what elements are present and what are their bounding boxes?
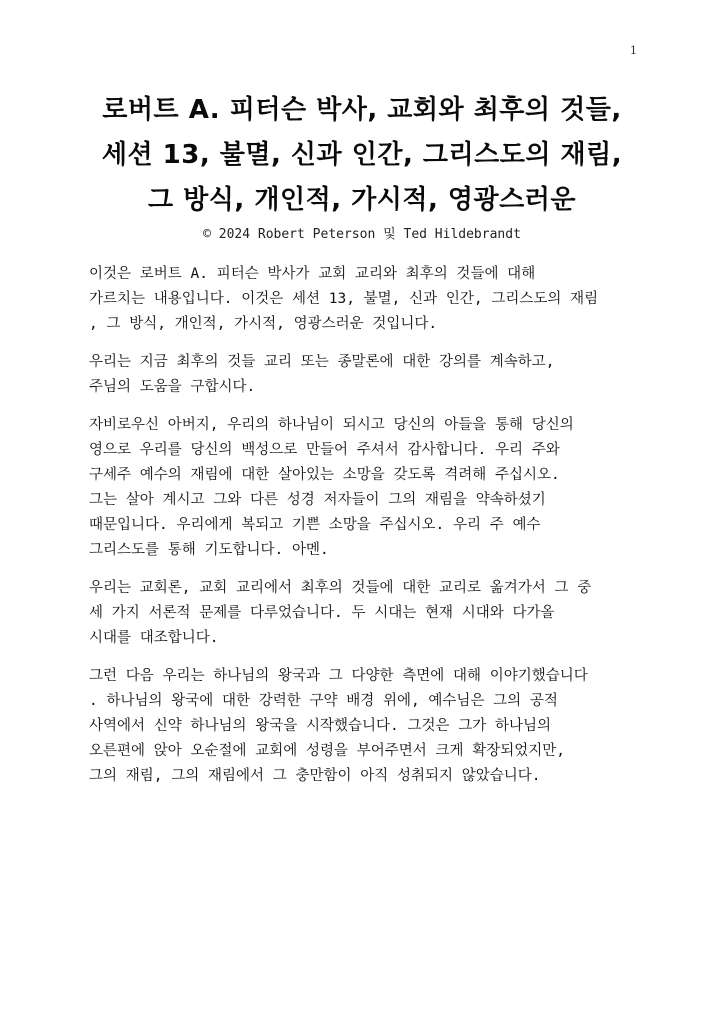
paragraph-prayer (89, 413, 649, 563)
paragraph-intro (89, 262, 649, 337)
paragraph-two-ages (89, 576, 649, 651)
text-line: 오른편에 앉아 오순절에 교회에 성령을 부어주면서 크게 확장되었지만, (89, 743, 566, 759)
paragraph-kingdom (89, 664, 649, 789)
text-line: 시대를 대조합니다. (89, 630, 219, 646)
page-number: 1 (630, 44, 637, 57)
title-line: 세션 13, 불멸, 신과 인간, 그리스도의 재림, (101, 140, 623, 170)
text-line: 가르치는 내용입니다. 이것은 세션 13, 불멸, 신과 인간, 그리스도의 재림 (89, 291, 599, 307)
text-line: 때문입니다. 우리에게 복되고 기쁜 소망을 주십시오. 우리 주 예수 (89, 517, 541, 533)
text-line: 자비로우신 아버지, 우리의 하나님이 되시고 당신의 아들을 통해 당신의 (89, 417, 574, 433)
text-line: 그리스도를 통해 기도합니다. 아멘. (89, 542, 329, 558)
text-line: 구세주 예수의 재림에 대한 살아있는 소망을 갖도록 격려해 주십시오. (89, 467, 560, 483)
text-line: 그런 다음 우리는 하나님의 왕국과 그 다양한 측면에 대해 이야기했습니다 (89, 668, 588, 684)
text-line: 그는 살아 계시고 그와 다른 성경 저자들이 그의 재림을 약속하셨기 (89, 492, 546, 508)
copyright-notice: © 2024 Robert Peterson 및 Ted Hildebrandt (203, 227, 521, 242)
text-line: 세 가지 서론적 문제를 다루었습니다. 두 시대는 현재 시대와 다가올 (89, 605, 555, 621)
text-line: 이것은 로버트 A. 피터슨 박사가 교회 교리와 최후의 것들에 대해 (89, 266, 536, 282)
text-line: 주님의 도움을 구합시다. (89, 379, 256, 395)
text-line: 우리는 지금 최후의 것들 교리 또는 종말론에 대한 강의를 계속하고, (89, 354, 555, 370)
title-block (40, 88, 684, 245)
body-text (89, 262, 649, 802)
title-line: 그 방식, 개인적, 가시적, 영광스러운 (148, 185, 576, 215)
title-line: 로버트 A. 피터슨 박사, 교회와 최후의 것들, (102, 95, 622, 125)
paragraph-lecture-continue (89, 350, 649, 400)
text-line: 그의 재림, 그의 재림에서 그 충만함이 아직 성취되지 않았습니다. (89, 768, 541, 784)
text-line: . 하나님의 왕국에 대한 강력한 구약 배경 위에, 예수님은 그의 공적 (89, 693, 558, 709)
text-line: 사역에서 신약 하나님의 왕국을 시작했습니다. 그것은 그가 하나님의 (89, 718, 552, 734)
text-line: 우리는 교회론, 교회 교리에서 최후의 것들에 대한 교리로 옮겨가서 그 중 (89, 580, 592, 596)
text-line: 영으로 우리를 당신의 백성으로 만들어 주셔서 감사합니다. 우리 주와 (89, 442, 560, 458)
text-line: , 그 방식, 개인적, 가시적, 영광스러운 것입니다. (89, 316, 438, 332)
